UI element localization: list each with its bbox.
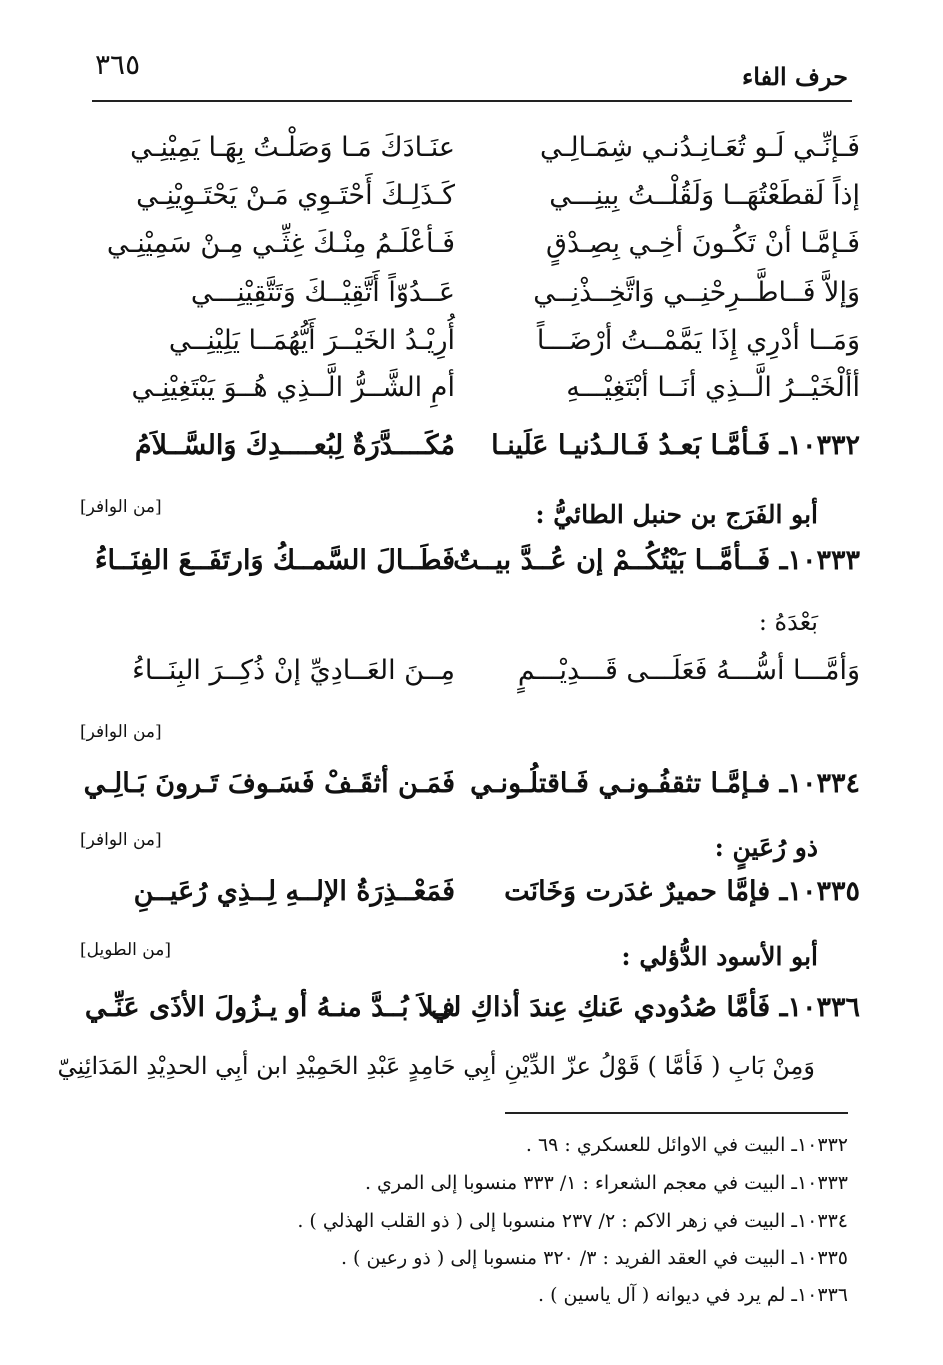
poet-name: أبو الأسود الدُّؤلي : [621,942,818,971]
header-rule [92,100,852,102]
running-head: حرف الفاء [741,62,848,91]
verse-line [100,372,860,422]
second-hemistich: عنَـادَكَ مَـا وَصَلْـتُ بِهَـا يَمِيْنِـي [130,132,455,163]
ba-dahu-label: بَعْدَهُ : [758,608,818,636]
first-hemistich: ١٠٣٣٦ـ فَأمَّا صُدُودي عَنكِ عِندَ أذاكِ لي [430,992,860,1023]
first-hemistich: إذاً لَقطَعْتُهَــا وَلَقُلْــتُ بِينِـــي [549,180,860,211]
first-hemistich: وَمَــا أدْرِي إِذَا يَمَّمْــتُ أرْضَـــاً [536,325,860,356]
first-hemistich: فَـإمَّـا أنْ تَكُـونَ أخِـي بِصِـدْقٍ [546,228,860,259]
first-hemistich: فَـإنِّـي لَـو تُعَـانِـدُنـي شِمَـالِـي [539,132,860,163]
verse-line [100,180,860,230]
second-hemistich: مُكَــــدَّرَةٌ لِبُعــــدِكَ وَالسَّــلاَمُ [134,430,455,461]
meter-label: [من الطويل] [80,940,171,960]
verse-line [100,655,860,705]
second-hemistich: مِــنَ العَــادِيِّ إنْ ذُكِــرَ البِنَــاءُ [132,655,455,686]
first-hemistich: وَإلاَّ فَــاطَّــرِحْنِــي وَاتَّخِــذْنِــي [533,277,860,308]
verse-line [100,132,860,182]
second-hemistich: فـلاَ بُــدَّ منـهُ أو يـزُولَ الأذَى عَنِّـي [84,992,455,1023]
verse-10333 [94,545,860,595]
footnote: ١٠٣٣٥ـ البيت في العقد الفريد : ٣/ ٣٢٠ منسوبا إلى ( ذو رعين ) . [340,1247,848,1269]
first-hemistich: أألْخَيْــرُ الَّــذِي أنَــا أبْتَغِيْـــهِ [566,372,860,403]
first-hemistich: ١٠٣٣٤ـ فـإمَّـا تثقفُـونـي فَـاقتلُـونـي [470,768,860,799]
meter-label: [من الوافر] [80,497,162,517]
verse-10336 [84,992,860,1042]
second-hemistich: فَطَــالَ السَّمــكُ وَارتَفَــعَ الفِنَــاءُ [94,545,455,576]
footnote: ١٠٣٣٢ـ البيت في الاوائل للعسكري : ٦٩ . [525,1134,848,1156]
prose-line: وَمِنْ بَابِ ( فَأمَّا ) قَوْلُ عزّ الدِّيْنِ أبِي حَامِدٍ عَبْدِ الحَمِيْدِ ابن أبِي الحدِيْدِ المَدَائِنِيّ [57,1052,815,1080]
second-hemistich: عَــدُوّاً أَتَّقِيْــكَ وَتَتَّقِيْنِـــي [190,277,455,308]
second-hemistich: فَمَعْــذِرَةُ الإلــهِ لِــذِي رُعَيــنِ [133,876,455,907]
verse-line [100,325,860,375]
first-hemistich: ١٠٣٣٢ـ فَـأمَّـا بَعـدُ فَـالـدُنيـا عَلَينـا [491,430,860,461]
meter-label: [من الوافر] [80,722,162,742]
second-hemistich: أُرِيْـدُ الخَيْــرَ أَيُّهُمَــا يَلِيْنِــي [168,325,455,356]
first-hemistich: وَأمَّـــا أسُّـــهُ فَعَلَـــى قَـــدِيْـــمٍ [517,655,860,686]
poet-name: ذو رُعَينٍ : [714,833,818,862]
second-hemistich: أمِ الشَّــرُّ الَّــذِي هُــوَ يَبْتَغِيْنِـي [131,372,455,403]
footnote: ١٠٣٣٦ـ لم يرد في ديوانه ( آل ياسين ) . [538,1284,848,1306]
poet-name: أبو الفَرَج بن حنبل الطائيُّ : [535,500,818,529]
footnote: ١٠٣٣٤ـ البيت في زهر الاكم : ٢/ ٢٣٧ منسوبا إلى ( ذو القلب الهذلي ) . [297,1210,848,1232]
page-number: ٣٦٥ [95,48,141,81]
second-hemistich: فَـأعْلَـمُ مِنْـكَ غِثِّـي مِـنْ سَمِيْنِـي [106,228,455,259]
verse-10335 [100,876,860,926]
verse-10334 [83,768,860,818]
footnote-rule [505,1112,848,1114]
footnote: ١٠٣٣٣ـ البيت في معجم الشعراء : ١/ ٣٣٣ منسوبا إلى المري . [364,1172,848,1194]
verse-10332 [100,430,860,480]
first-hemistich: ١٠٣٣٣ـ فَــأمَّــا بَيْتُكُــمْ إن عُــدَّ بيــتٌ [453,545,860,576]
verse-line [100,228,860,278]
verse-line [100,277,860,327]
second-hemistich: كَـذَلِـكَ أَحْتَـوِي مَـنْ يَحْتَـوِيْنِـي [136,180,455,211]
second-hemistich: فَمَـن أثقَـفْ فَسَـوفَ تَـرونَ بَـالِـي [83,768,455,799]
meter-label: [من الوافر] [80,830,162,850]
first-hemistich: ١٠٣٣٥ـ فإمَّا حميرٌ غدَرت وَخَانَت [504,876,860,907]
